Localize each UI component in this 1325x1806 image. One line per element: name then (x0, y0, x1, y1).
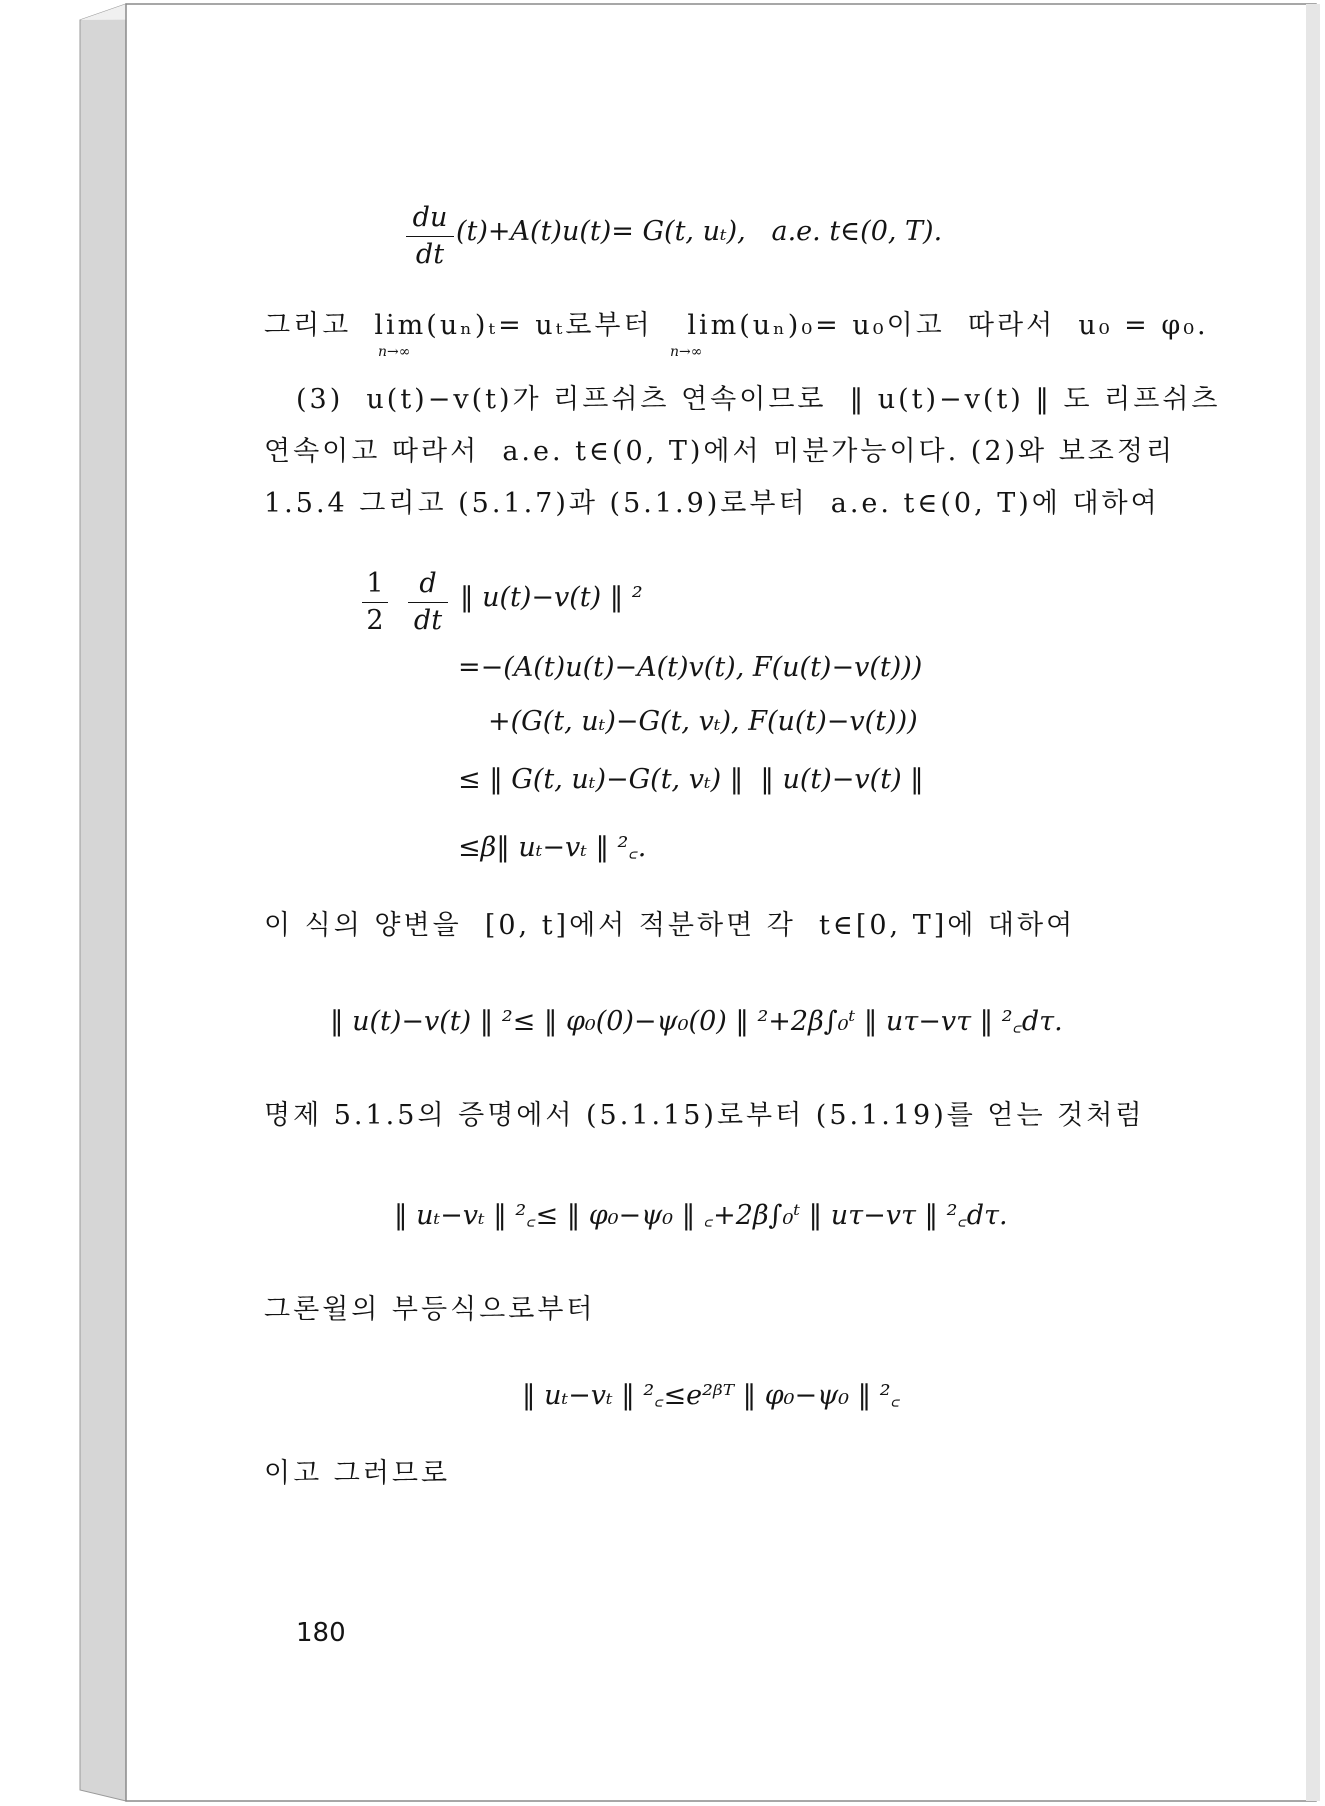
eq5: ‖ uₜ−vₜ ‖ ²꜀≤e²ᵝᵀ ‖ φ₀−ψ₀ ‖ ²꜀ (522, 1380, 900, 1411)
eq2-half-denominator: 2 (366, 605, 384, 636)
eq1-fraction (406, 202, 454, 270)
paragraph-3-line-1: (3) u(t)−v(t)가 리프쉬츠 연속이므로 ‖ u(t)−v(t) ‖ 도 리프쉬츠 (296, 384, 1221, 415)
text-line-final: 이고 그러므로 (264, 1458, 451, 1489)
eq2-line-1: ‖ u(t)−v(t) ‖ ² (460, 582, 643, 613)
paragraph-3-line-2: 연속이고 따라서 a.e. t∈(0, T)에서 미분가능이다. (2)와 보조정리 (264, 436, 1176, 467)
book-spine-side (80, 4, 126, 1801)
eq3: ‖ u(t)−v(t) ‖ ²≤ ‖ φ₀(0)−ψ₀(0) ‖ ²+2β∫₀ᵗ ‖ uτ−vτ ‖ ²꜀dτ. (330, 1006, 1063, 1037)
paragraph-3-line-3: 1.5.4 그리고 (5.1.7)과 (5.1.9)로부터 a.e. t∈(0, T)에 대하여 (264, 488, 1160, 519)
page-number: 180 (296, 1618, 346, 1648)
eq1-numerator: du (412, 202, 448, 233)
limit-subscript-b: n→∞ (670, 344, 703, 360)
eq2-line-4: ≤ ‖ G(t, uₜ)−G(t, vₜ) ‖ ‖ u(t)−v(t) ‖ (458, 764, 924, 795)
eq1-fraction-bar (406, 236, 454, 237)
eq2-line-2: =−(A(t)u(t)−A(t)v(t), F(u(t)−v(t))) (458, 652, 923, 683)
eq2-derivative-fraction (408, 568, 448, 636)
eq2-d-bar (408, 602, 448, 603)
eq2-d-numerator: d (419, 568, 437, 599)
text-line-limits: 그리고 lim(uₙ)ₜ= uₜ로부터 lim(uₙ)₀= u₀이고 따라서 u₀ = φ₀. (264, 310, 1209, 341)
eq1-denominator: dt (415, 239, 445, 270)
eq4: ‖ uₜ−vₜ ‖ ²꜀≤ ‖ φ₀−ψ₀ ‖ ꜀+2β∫₀ᵗ ‖ uτ−vτ ‖ ²꜀dτ. (394, 1200, 1008, 1231)
eq1-rest: (t)+A(t)u(t)= G(t, uₜ), a.e. t∈(0, T). (456, 216, 943, 247)
eq2-half-numerator: 1 (366, 568, 384, 599)
eq2-line-3: +(G(t, uₜ)−G(t, vₜ), F(u(t)−v(t))) (488, 706, 918, 737)
eq2-d-denominator: dt (413, 605, 443, 636)
text-line-gronwall: 그론윌의 부등식으로부터 (264, 1294, 596, 1325)
text-line-proposition: 명제 5.1.5의 증명에서 (5.1.15)로부터 (5.1.19)를 얻는 것처럼 (264, 1100, 1145, 1131)
page-border (126, 4, 1316, 1801)
limit-subscript-a: n→∞ (378, 344, 411, 360)
eq2-line-5: ≤β‖ uₜ−vₜ ‖ ²꜀. (458, 832, 647, 863)
eq2-half-bar (362, 602, 388, 603)
right-shadow (1306, 4, 1320, 1801)
text-line-integrate: 이 식의 양변을 [0, t]에서 적분하면 각 t∈[0, T]에 대하여 (264, 910, 1076, 941)
eq2-half-fraction (362, 568, 388, 636)
